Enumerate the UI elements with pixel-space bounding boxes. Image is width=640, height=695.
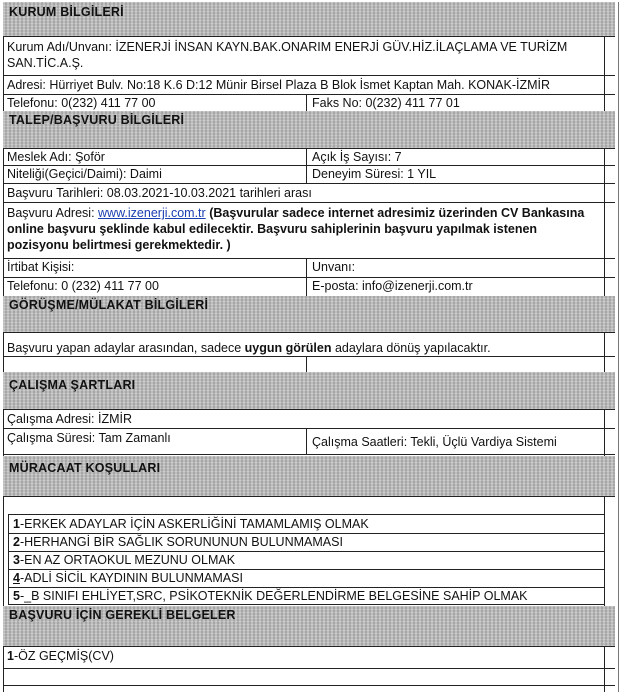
section-header-talep (3, 111, 615, 148)
item-number: 4 (13, 571, 20, 585)
scan-edge-line (618, 2, 619, 692)
calisma-saatleri: Çalışma Saatleri: Tekli, Üçlü Vardiya Sistemi (312, 435, 557, 449)
basvuru-note: (Başvurular sadece internet adresimiz üzerinden CV Bankasına online başvuru şeklinde kabul edilecektir. Başvuru sahiplerinin başvuru yapılmak istenen pozisyonu belirtmesi gerekmektedir. ) (7, 206, 585, 252)
item-text: -_B SINIFI EHLİYET,SRC, PSİKOTEKNİK DEĞERLENDİRME BELGESİNE SAHİP OLMAK (19, 589, 528, 603)
muracaat-item (13, 552, 235, 568)
kurum-address: Adresi: Hürriyet Bulv. No:18 K.6 D:12 Münir Birsel Plaza B Blok İsmet Kaptan Mah. KONAK-İZMİR (7, 78, 551, 92)
gorusme-text-bold: uygun görülen (244, 341, 332, 355)
item-number: 1 (7, 649, 14, 663)
item-number: 3 (13, 553, 20, 567)
muracaat-item (13, 534, 343, 550)
irtibat-telefon: Telefonu: 0 (232) 411 77 00 (7, 279, 159, 293)
basvuru-adresi-label: Başvuru Adresi: (7, 206, 95, 220)
item-text: -EN AZ ORTAOKUL MEZUNU OLMAK (19, 553, 236, 567)
item-text: -HERHANGİ BİR SAĞLIK SORUNUNUN BULUNMAMASI (19, 535, 343, 549)
section-title: MÜRACAAT KOŞULLARI (9, 461, 161, 475)
section-header-belgeler (3, 606, 615, 646)
muracaat-item (13, 516, 369, 532)
basvuru-adresi (7, 205, 597, 253)
acik-is-sayisi: Açık İş Sayısı: 7 (312, 150, 402, 164)
kurum-name-line2: SAN.TİC.A.Ş. (7, 56, 84, 70)
irtibat-eposta: E-posta: info@izenerji.com.tr (312, 279, 473, 293)
section-title: KURUM BİLGİLERİ (9, 5, 124, 19)
calisma-suresi: Çalışma Süresi: Tam Zamanlı (7, 431, 171, 445)
section-title: GÖRÜŞME/MÜLAKAT BİLGİLERİ (9, 298, 209, 312)
nitelik: Niteliği(Geçici/Daimi): Daimi (7, 167, 162, 181)
muracaat-item (13, 570, 243, 586)
calisma-adresi: Çalışma Adresi: İZMİR (7, 412, 133, 426)
section-header-gorusme (3, 296, 615, 332)
section-title: TALEP/BAŞVURU BİLGİLERİ (9, 113, 185, 127)
item-number: 2 (13, 535, 20, 549)
item-number: 5 (13, 589, 20, 603)
gorusme-text-a: Başvuru yapan adaylar arasından, sadece (7, 341, 245, 355)
item-text: -ERKEK ADAYLAR İÇİN ASKERLİĞİNİ TAMAMLAMIŞ OLMAK (19, 517, 369, 531)
deneyim-suresi: Deneyim Süresi: 1 YIL (312, 167, 437, 181)
section-title: BAŞVURU İÇİN GEREKLİ BELGELER (9, 608, 236, 622)
item-number: 1 (13, 517, 20, 531)
section-header-calisma (3, 372, 615, 409)
section-title: ÇALIŞMA ŞARTLARI (9, 378, 136, 392)
section-header-muracaat (3, 456, 615, 496)
muracaat-item (13, 588, 528, 604)
website-link[interactable]: www.izenerji.com.tr (98, 206, 206, 220)
gorusme-text-b: adaylara dönüş yapılacaktır. (331, 341, 491, 355)
kurum-phone: Telefonu: 0(232) 411 77 00 (7, 96, 156, 110)
gorusme-text (7, 340, 491, 356)
kurum-fax: Faks No: 0(232) 411 77 01 (312, 96, 460, 110)
section-header-kurum (3, 2, 615, 36)
item-text: -ÖZ GEÇMİŞ(CV) (13, 649, 114, 663)
belge-item (7, 648, 114, 664)
basvuru-tarihleri: Başvuru Tarihleri: 08.03.2021-10.03.2021 tarihleri arası (7, 186, 312, 200)
kurum-name-line1: Kurum Adı/Unvanı: İZENERJİ İNSAN KAYN.BAK.ONARIM ENERJİ GÜV.HİZ.İLAÇLAMA VE TURİZM (7, 40, 568, 54)
left-border (3, 2, 4, 692)
meslek-adi: Meslek Adı: Şoför (7, 150, 105, 164)
irtibat-kisisi: İrtibat Kişisi: (7, 260, 75, 274)
item-text: -ADLİ SİCİL KAYDININ BULUNMAMASI (19, 571, 243, 585)
unvani: Unvanı: (312, 260, 356, 274)
